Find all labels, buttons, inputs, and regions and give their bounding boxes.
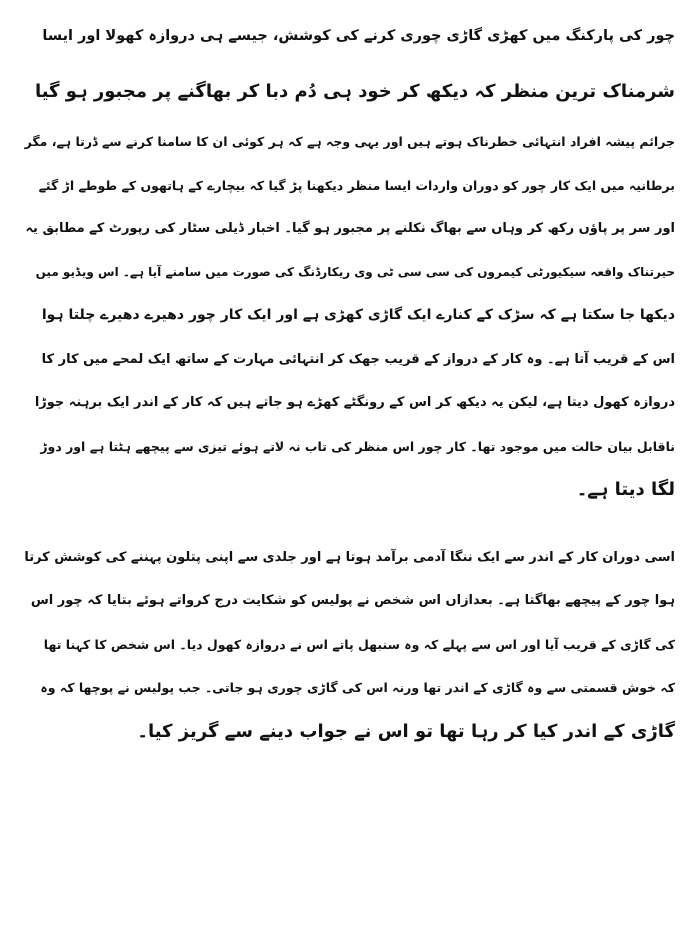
paragraph-line: جرائم پیشہ افراد انتہائی خطرناک ہوتے ہیں اور یہی وجہ ہے کہ ہر کوئی ان کا سامنا کرنے سے ڈرتا ہے، مگر bbox=[24, 134, 675, 149]
headline-line: شرمناک ترین منظر کہ دیکھ کر خود ہی دُم دبا کر بھاگنے پر مجبور ہو گیا bbox=[34, 81, 675, 102]
paragraph-line: حیرتناک واقعہ سیکیورٹی کیمروں کی سی سی ٹی وی ریکارڈنگ کی صورت میں سامنے آیا ہے۔ اس ویڈیو میں bbox=[35, 264, 675, 279]
paragraph-line: اسی دوران کار کے اندر سے ایک ننگا آدمی برآمد ہوتا ہے اور جلدی سے اپنی پتلون پہننے کی کوشش کرتا bbox=[24, 549, 675, 565]
paragraph-line: ہوا چور کے پیچھے بھاگتا ہے۔ بعدازاں اس شخص نے پولیس کو شکایت درج کرواتے ہوئے بتایا کہ چور اس bbox=[30, 593, 675, 608]
paragraph-line: اس کے قریب آتا ہے۔ وہ کار کے درواز کے قریب جھک کر انتہائی مہارت کے ساتھ ایک لمحے میں کار کا bbox=[41, 351, 675, 367]
article-headline bbox=[24, 8, 675, 120]
paragraph-line: کہ خوش قسمتی سے وہ گاڑی کے اندر تھا ورنہ اس کی گاڑی چوری ہو جاتی۔ جب پولیس نے پوچھا کہ وہ bbox=[40, 680, 675, 695]
paragraph-line: گاڑی کے اندر کیا کر رہا تھا تو اس نے جواب دینے سے گریز کیا۔ bbox=[137, 720, 675, 742]
article-paragraph-2 bbox=[24, 536, 675, 754]
paragraph-line: اور سر پر پاؤں رکھ کر وہاں سے بھاگ نکلنے پر مجبور ہو گیا۔ اخبار ڈیلی سٹار کی رپورٹ کے مطابق یہ bbox=[25, 221, 675, 236]
paragraph-spacer bbox=[24, 512, 675, 536]
paragraph-line: دیکھا جا سکتا ہے کہ سڑک کے کنارے ایک گاڑی کھڑی ہے اور ایک کار چور دھیرے دھیرے چلتا ہوا bbox=[41, 307, 675, 323]
paragraph-line: لگا دیتا ہے۔ bbox=[576, 479, 675, 500]
paragraph-line: ناقابل بیان حالت میں موجود تھا۔ کار چور اس منظر کی تاب نہ لاتے ہوئے تیزی سے پیچھے ہٹتا ہے اور دوڑ bbox=[40, 438, 675, 454]
article-paragraph-1 bbox=[24, 120, 675, 512]
paragraph-line: برطانیہ میں ایک کار چور کو دوران واردات ایسا منظر دیکھنا پڑ گیا کہ بیچارے کے ہاتھوں کے طوطے اڑ گئے bbox=[38, 177, 675, 193]
headline-line: چور کی پارکنگ میں کھڑی گاڑی چوری کرنے کی کوشش، جیسے ہی دروازہ کھولا اور ایسا bbox=[42, 28, 675, 44]
paragraph-line: دروازہ کھول دیتا ہے، لیکن یہ دیکھ کر اس کے رونگٹے کھڑے ہو جاتے ہیں کہ کار کے اندر ایک برہنہ جوڑا bbox=[34, 395, 675, 410]
paragraph-line: کی گاڑی کے قریب آیا اور اس سے پہلے کہ وہ سنبھل پاتے اس نے دروازہ کھول دیا۔ اس شخص کا کہنا تھا bbox=[43, 636, 675, 652]
